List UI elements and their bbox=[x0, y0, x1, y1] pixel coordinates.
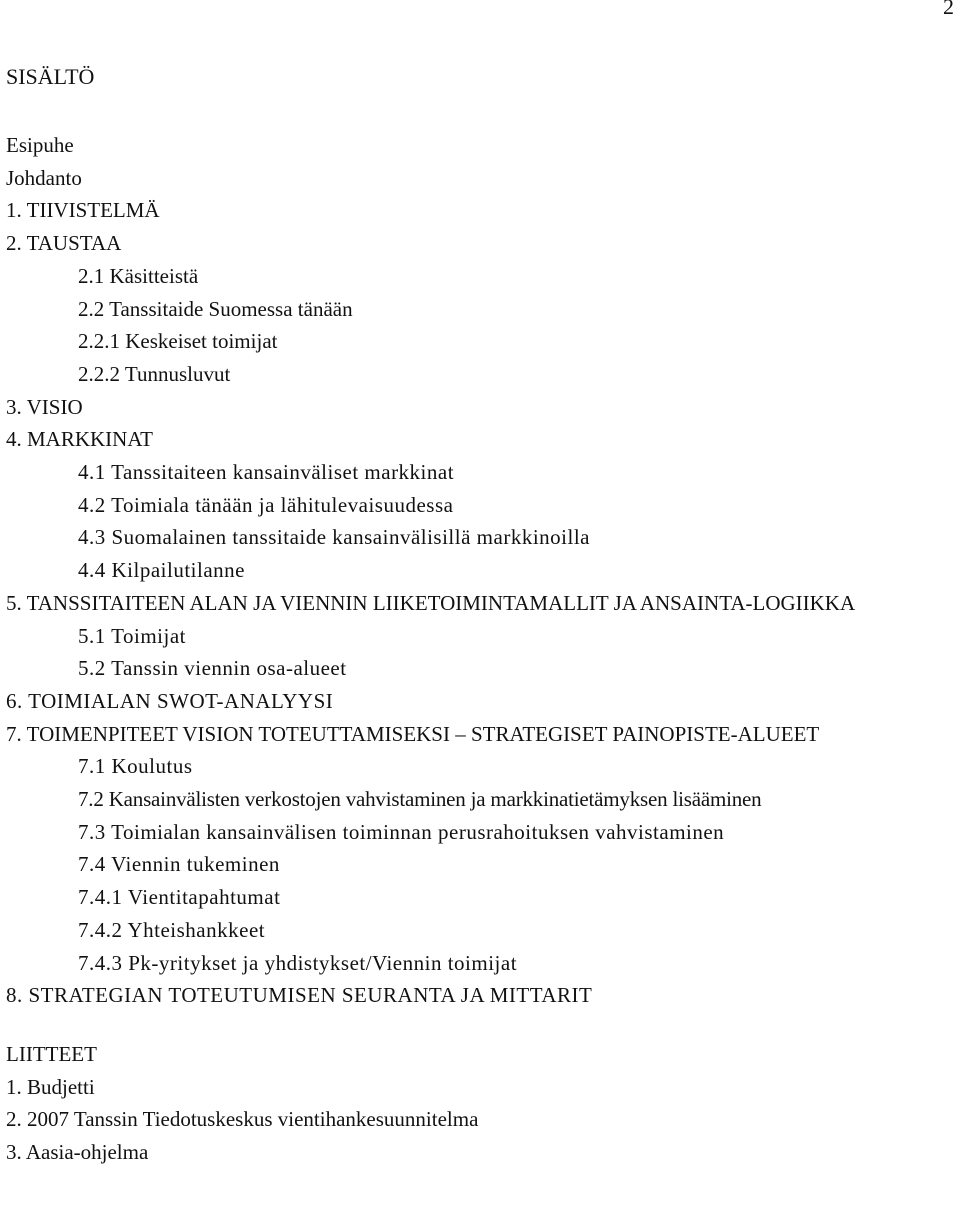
toc-entry-4-4: 4.4 Kilpailutilanne bbox=[78, 558, 245, 583]
toc-entry-4-3: 4.3 Suomalainen tanssitaide kansainvälisillä markkinoilla bbox=[78, 525, 590, 550]
toc-entry-3: 3. VISIO bbox=[6, 394, 83, 419]
toc-entry-6: 6. TOIMIALAN SWOT-ANALYYSI bbox=[6, 688, 334, 713]
toc-entry-7-4-1: 7.4.1 Vientitapahtumat bbox=[78, 885, 281, 910]
toc-entry-8: 8. STRATEGIAN TOTEUTUMISEN SEURANTA JA MITTARIT bbox=[6, 983, 593, 1008]
appendix-item: 1. Budjetti bbox=[6, 1074, 95, 1099]
toc-entry-5-1: 5.1 Toimijat bbox=[78, 623, 186, 648]
toc-entry-7-4-3: 7.4.3 Pk-yritykset ja yhdistykset/Viennin toimijat bbox=[78, 950, 518, 975]
toc-entry-2: 2. TAUSTAA bbox=[6, 231, 122, 256]
toc-entry-1: 1. TIIVISTELMÄ bbox=[6, 198, 160, 223]
toc-entry-2-2: 2.2 Tanssitaide Suomessa tänään bbox=[78, 296, 353, 321]
appendix-item: 3. Aasia-ohjelma bbox=[6, 1140, 149, 1165]
toc-entry-5-2: 5.2 Tanssin viennin osa-alueet bbox=[78, 656, 347, 681]
toc-entry-7-4: 7.4 Viennin tukeminen bbox=[78, 852, 280, 877]
toc-entry-7-2: 7.2 Kansainvälisten verkostojen vahvistaminen ja markkinatietämyksen lisääminen bbox=[78, 787, 762, 812]
appendix-item: 2. 2007 Tanssin Tiedotuskeskus vientihankesuunnitelma bbox=[6, 1107, 479, 1132]
toc-entry-esipuhe: Esipuhe bbox=[6, 133, 74, 157]
appendices-heading: LIITTEET bbox=[6, 1041, 97, 1066]
page-number: 2 bbox=[943, 0, 954, 19]
toc-entry-4-1: 4.1 Tanssitaiteen kansainväliset markkinat bbox=[78, 460, 455, 485]
toc-entry-7-4-2: 7.4.2 Yhteishankkeet bbox=[78, 917, 266, 942]
toc-entry-4-2: 4.2 Toimiala tänään ja lähitulevaisuudessa bbox=[78, 492, 454, 517]
toc-entry-2-1: 2.1 Käsitteistä bbox=[78, 263, 199, 288]
toc-entry-7: 7. TOIMENPITEET VISION TOTEUTTAMISEKSI – STRATEGISET PAINOPISTE-ALUEET bbox=[6, 721, 820, 746]
toc-entry-2-2-1: 2.2.1 Keskeiset toimijat bbox=[78, 329, 278, 354]
table-of-contents bbox=[6, 129, 956, 1169]
page-title: SISÄLTÖ bbox=[6, 64, 95, 89]
toc-entry-7-1: 7.1 Koulutus bbox=[78, 754, 193, 779]
toc-entry-2-2-2: 2.2.2 Tunnusluvut bbox=[78, 361, 231, 386]
section-gap bbox=[6, 1012, 956, 1038]
toc-entry-5: 5. TANSSITAITEEN ALAN JA VIENNIN LIIKETOIMINTAMALLIT JA ANSAINTA-LOGIIKKA bbox=[6, 590, 856, 615]
toc-entry-johdanto: Johdanto bbox=[6, 165, 82, 190]
toc-entry-4: 4. MARKKINAT bbox=[6, 427, 153, 452]
toc-entry-7-3: 7.3 Toimialan kansainvälisen toiminnan perusrahoituksen vahvistaminen bbox=[78, 819, 725, 844]
